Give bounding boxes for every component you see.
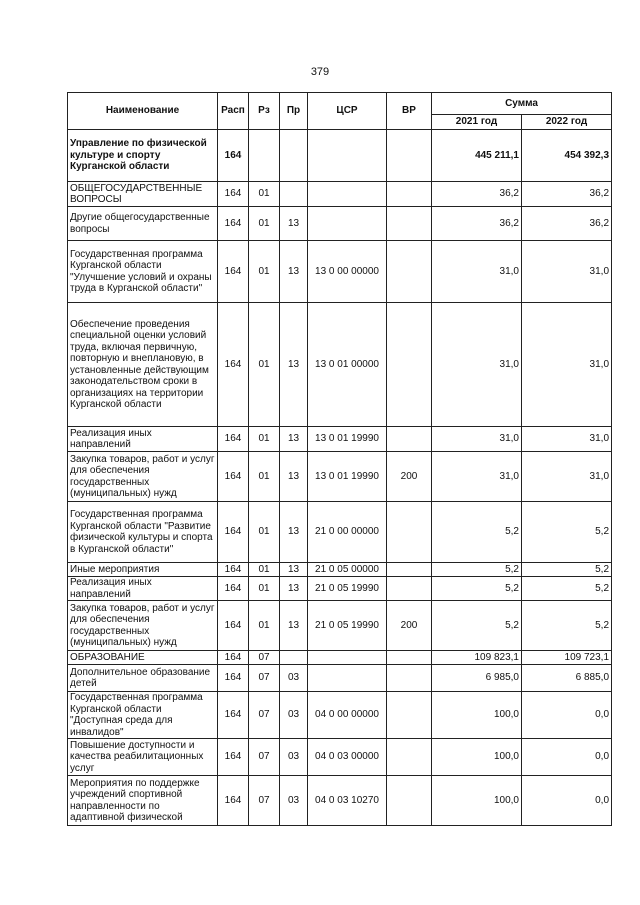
row-name: Государственная программа Курганской области "Улучшение условий и охраны труда в Курганской области" <box>68 241 218 303</box>
row-rz: 01 <box>249 502 280 563</box>
row-pr: 13 <box>280 502 308 563</box>
table-row <box>68 776 612 826</box>
row-pr: 13 <box>280 207 308 241</box>
row-pr <box>280 651 308 665</box>
row-rz: 07 <box>249 692 280 739</box>
row-csr <box>308 665 387 692</box>
table-row <box>68 303 612 427</box>
table-row <box>68 452 612 502</box>
row-rasp: 164 <box>218 665 249 692</box>
row-pr <box>280 130 308 182</box>
row-sum-2021: 31,0 <box>432 303 522 427</box>
row-name: Государственная программа Курганской области "Доступная среда для инвалидов" <box>68 692 218 739</box>
row-vr <box>387 182 432 207</box>
row-rz: 01 <box>249 241 280 303</box>
row-csr <box>308 182 387 207</box>
row-rasp: 164 <box>218 452 249 502</box>
row-sum-2021: 6 985,0 <box>432 665 522 692</box>
row-rasp: 164 <box>218 776 249 826</box>
row-vr <box>387 207 432 241</box>
row-vr <box>387 739 432 776</box>
row-sum-2021: 36,2 <box>432 182 522 207</box>
row-csr: 13 0 01 19990 <box>308 427 387 452</box>
header-rasp: Расп <box>218 93 249 130</box>
row-rz: 01 <box>249 563 280 577</box>
row-rasp: 164 <box>218 651 249 665</box>
row-vr <box>387 502 432 563</box>
row-rasp: 164 <box>218 692 249 739</box>
row-sum-2022: 5,2 <box>522 601 612 651</box>
table-row <box>68 651 612 665</box>
row-rz: 07 <box>249 739 280 776</box>
row-rz: 01 <box>249 427 280 452</box>
table-row <box>68 207 612 241</box>
row-vr <box>387 241 432 303</box>
row-name: ОБЩЕГОСУДАРСТВЕННЫЕ ВОПРОСЫ <box>68 182 218 207</box>
row-vr <box>387 665 432 692</box>
row-sum-2022: 109 723,1 <box>522 651 612 665</box>
header-vr: ВР <box>387 93 432 130</box>
row-pr: 13 <box>280 452 308 502</box>
table-row <box>68 577 612 601</box>
table-row <box>68 692 612 739</box>
row-csr: 21 0 05 19990 <box>308 577 387 601</box>
row-sum-2021: 31,0 <box>432 427 522 452</box>
row-rz: 07 <box>249 651 280 665</box>
table-row <box>68 601 612 651</box>
table-row <box>68 241 612 303</box>
row-rasp: 164 <box>218 502 249 563</box>
row-rasp: 164 <box>218 601 249 651</box>
header-name: Наименование <box>68 93 218 130</box>
row-csr: 21 0 05 19990 <box>308 601 387 651</box>
row-sum-2021: 100,0 <box>432 739 522 776</box>
row-csr: 21 0 00 00000 <box>308 502 387 563</box>
row-pr: 03 <box>280 739 308 776</box>
row-pr: 03 <box>280 776 308 826</box>
row-csr: 13 0 01 19990 <box>308 452 387 502</box>
row-sum-2022: 31,0 <box>522 427 612 452</box>
row-name: Реализация иных направлений <box>68 427 218 452</box>
row-pr <box>280 182 308 207</box>
row-sum-2021: 100,0 <box>432 776 522 826</box>
row-name: Закупка товаров, работ и услуг для обеспечения государственных (муниципальных) нужд <box>68 601 218 651</box>
header-pr: Пр <box>280 93 308 130</box>
row-sum-2022: 5,2 <box>522 502 612 563</box>
header-2021: 2021 год <box>432 115 522 130</box>
row-sum-2022: 0,0 <box>522 776 612 826</box>
row-sum-2021: 100,0 <box>432 692 522 739</box>
row-csr <box>308 207 387 241</box>
row-sum-2021: 5,2 <box>432 563 522 577</box>
row-pr: 03 <box>280 665 308 692</box>
row-pr: 13 <box>280 303 308 427</box>
row-sum-2022: 31,0 <box>522 303 612 427</box>
table-row <box>68 502 612 563</box>
row-csr: 04 0 03 00000 <box>308 739 387 776</box>
row-sum-2021: 36,2 <box>432 207 522 241</box>
row-name: Мероприятия по поддержке учреждений спортивной направленности по адаптивной физической <box>68 776 218 826</box>
row-vr <box>387 651 432 665</box>
row-vr <box>387 776 432 826</box>
row-rasp: 164 <box>218 130 249 182</box>
row-name: Реализация иных направлений <box>68 577 218 601</box>
row-sum-2022: 0,0 <box>522 739 612 776</box>
row-sum-2022: 5,2 <box>522 577 612 601</box>
header-2022: 2022 год <box>522 115 612 130</box>
row-rz: 01 <box>249 577 280 601</box>
row-sum-2022: 0,0 <box>522 692 612 739</box>
row-vr: 200 <box>387 452 432 502</box>
row-sum-2022: 36,2 <box>522 182 612 207</box>
row-rasp: 164 <box>218 207 249 241</box>
row-sum-2022: 36,2 <box>522 207 612 241</box>
header-rz: Рз <box>249 93 280 130</box>
row-sum-2021: 31,0 <box>432 241 522 303</box>
row-pr: 13 <box>280 241 308 303</box>
row-csr: 13 0 01 00000 <box>308 303 387 427</box>
row-vr <box>387 563 432 577</box>
header-sum: Сумма <box>432 93 612 115</box>
row-sum-2021: 5,2 <box>432 577 522 601</box>
row-sum-2021: 445 211,1 <box>432 130 522 182</box>
row-vr <box>387 427 432 452</box>
row-sum-2022: 5,2 <box>522 563 612 577</box>
row-name: Государственная программа Курганской области "Развитие физической культуры и спорта в Курганской области" <box>68 502 218 563</box>
row-sum-2022: 31,0 <box>522 241 612 303</box>
row-pr: 13 <box>280 601 308 651</box>
row-sum-2021: 31,0 <box>432 452 522 502</box>
row-csr <box>308 651 387 665</box>
row-name: Управление по физической культуре и спорту Курганской области <box>68 130 218 182</box>
row-rz: 07 <box>249 776 280 826</box>
row-rasp: 164 <box>218 739 249 776</box>
row-name: Другие общегосударственные вопросы <box>68 207 218 241</box>
row-csr <box>308 130 387 182</box>
table-row <box>68 427 612 452</box>
row-vr <box>387 130 432 182</box>
row-csr: 21 0 05 00000 <box>308 563 387 577</box>
row-rasp: 164 <box>218 182 249 207</box>
row-vr <box>387 692 432 739</box>
table-row <box>68 130 612 182</box>
row-name: Обеспечение проведения специальной оценки условий труда, включая первичную, повторную и внеплановую, в установленные действующим законодательством сроки в организациях на территории Курганской области <box>68 303 218 427</box>
budget-table <box>67 92 612 826</box>
row-rasp: 164 <box>218 303 249 427</box>
row-rz <box>249 130 280 182</box>
row-pr: 03 <box>280 692 308 739</box>
row-sum-2022: 6 885,0 <box>522 665 612 692</box>
row-sum-2022: 454 392,3 <box>522 130 612 182</box>
row-rz: 01 <box>249 303 280 427</box>
row-vr: 200 <box>387 601 432 651</box>
row-csr: 04 0 00 00000 <box>308 692 387 739</box>
row-sum-2021: 5,2 <box>432 601 522 651</box>
table-row <box>68 739 612 776</box>
table-row <box>68 563 612 577</box>
table-row <box>68 182 612 207</box>
row-pr: 13 <box>280 577 308 601</box>
row-pr: 13 <box>280 427 308 452</box>
row-csr: 04 0 03 10270 <box>308 776 387 826</box>
row-name: ОБРАЗОВАНИЕ <box>68 651 218 665</box>
row-vr <box>387 577 432 601</box>
row-name: Дополнительное образование детей <box>68 665 218 692</box>
row-name: Повышение доступности и качества реабилитационных услуг <box>68 739 218 776</box>
table-row <box>68 665 612 692</box>
row-rasp: 164 <box>218 577 249 601</box>
row-rz: 01 <box>249 601 280 651</box>
row-rasp: 164 <box>218 241 249 303</box>
row-rz: 01 <box>249 207 280 241</box>
row-vr <box>387 303 432 427</box>
row-name: Иные мероприятия <box>68 563 218 577</box>
row-rasp: 164 <box>218 427 249 452</box>
row-sum-2021: 5,2 <box>432 502 522 563</box>
row-sum-2021: 109 823,1 <box>432 651 522 665</box>
row-rz: 01 <box>249 182 280 207</box>
row-rz: 07 <box>249 665 280 692</box>
row-rasp: 164 <box>218 563 249 577</box>
page-number: 379 <box>310 66 330 78</box>
row-name: Закупка товаров, работ и услуг для обеспечения государственных (муниципальных) нужд <box>68 452 218 502</box>
row-rz: 01 <box>249 452 280 502</box>
row-sum-2022: 31,0 <box>522 452 612 502</box>
header-csr: ЦСР <box>308 93 387 130</box>
row-pr: 13 <box>280 563 308 577</box>
row-csr: 13 0 00 00000 <box>308 241 387 303</box>
